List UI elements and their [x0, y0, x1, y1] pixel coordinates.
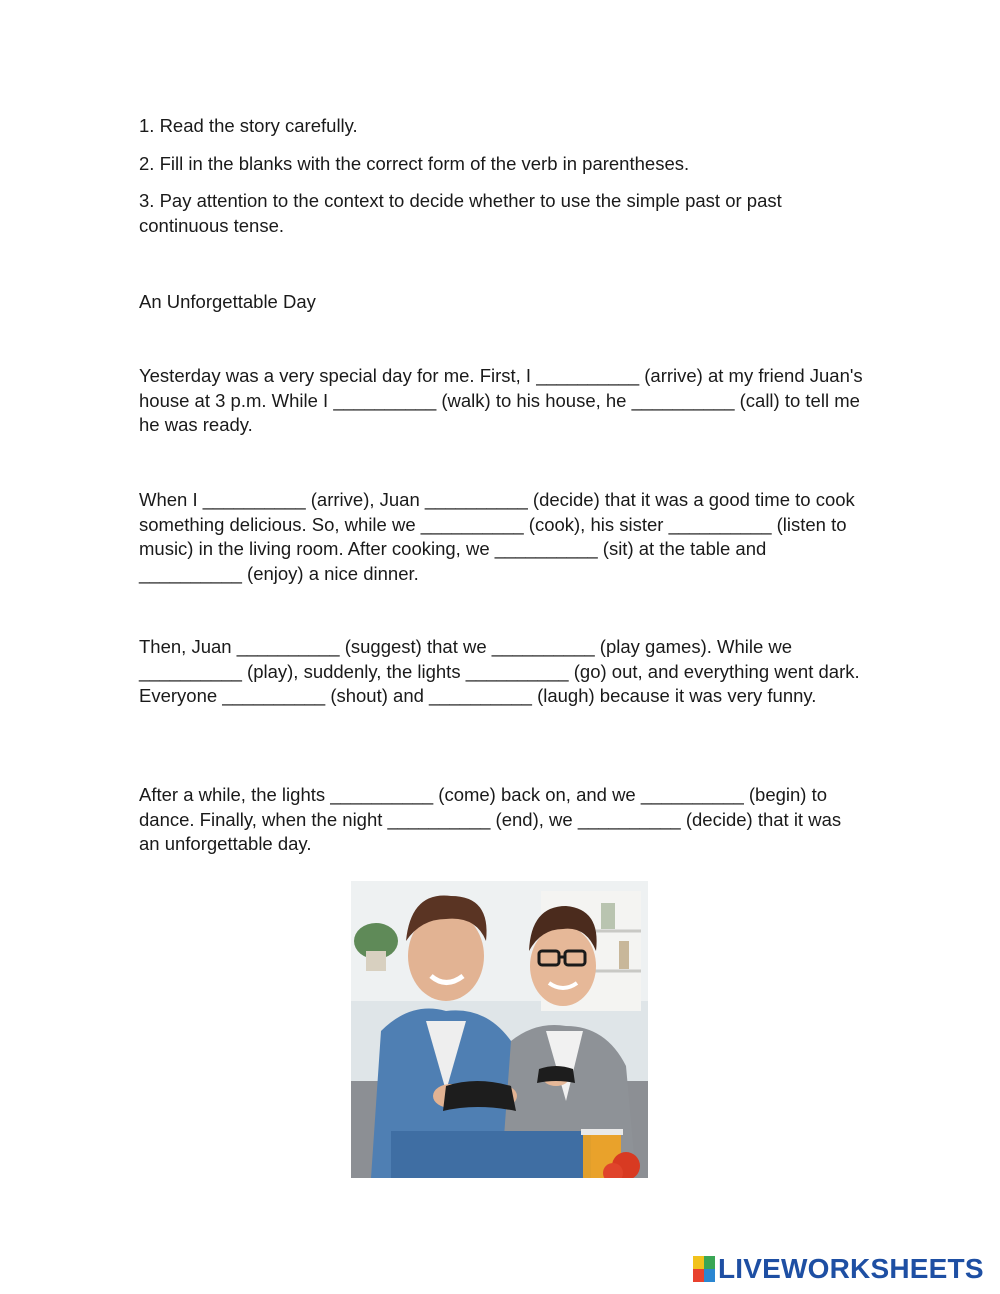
liveworksheets-mark-icon	[693, 1256, 715, 1282]
brand-name: LIVEWORKSHEETS	[718, 1253, 984, 1284]
instruction-3: 3. Pay attention to the context to decide whether to use the simple past or past continuous tense.	[139, 190, 782, 236]
story-paragraph-3: Then, Juan __________ (suggest) that we __________ (play games). While we __________ (play), suddenly, the lights __________ (go) out, and everything went dark. Everyone __________ (shout) and __________ (laugh) because it was very funny.	[139, 636, 860, 706]
instruction-2: 2. Fill in the blanks with the correct form of the verb in parentheses.	[139, 152, 690, 174]
story-paragraph-1: Yesterday was a very special day for me. First, I __________ (arrive) at my friend Juan's house at 3 p.m. While I __________ (walk) to his house, he __________ (call) to tell me he was ready.	[139, 365, 863, 435]
story-title: An Unforgettable Day	[139, 291, 316, 312]
friends-gaming-image	[351, 881, 648, 1178]
story-paragraph-2: When I __________ (arrive), Juan __________ (decide) that it was a good time to cook something delicious. So, while we __________ (cook), his sister __________ (listen to music) in the living room. After cooking, we __________ (sit) at the table and __________ (enjoy) a nice dinner.	[139, 489, 855, 584]
instruction-1: 1. Read the story carefully.	[139, 115, 358, 136]
story-paragraph-4: After a while, the lights __________ (come) back on, and we __________ (begin) to dance. Finally, when the night __________ (end), we __________ (decide) that it was an unforgettable day.	[139, 784, 842, 854]
worksheet-content	[139, 114, 864, 854]
liveworksheets-logo	[693, 1254, 984, 1284]
